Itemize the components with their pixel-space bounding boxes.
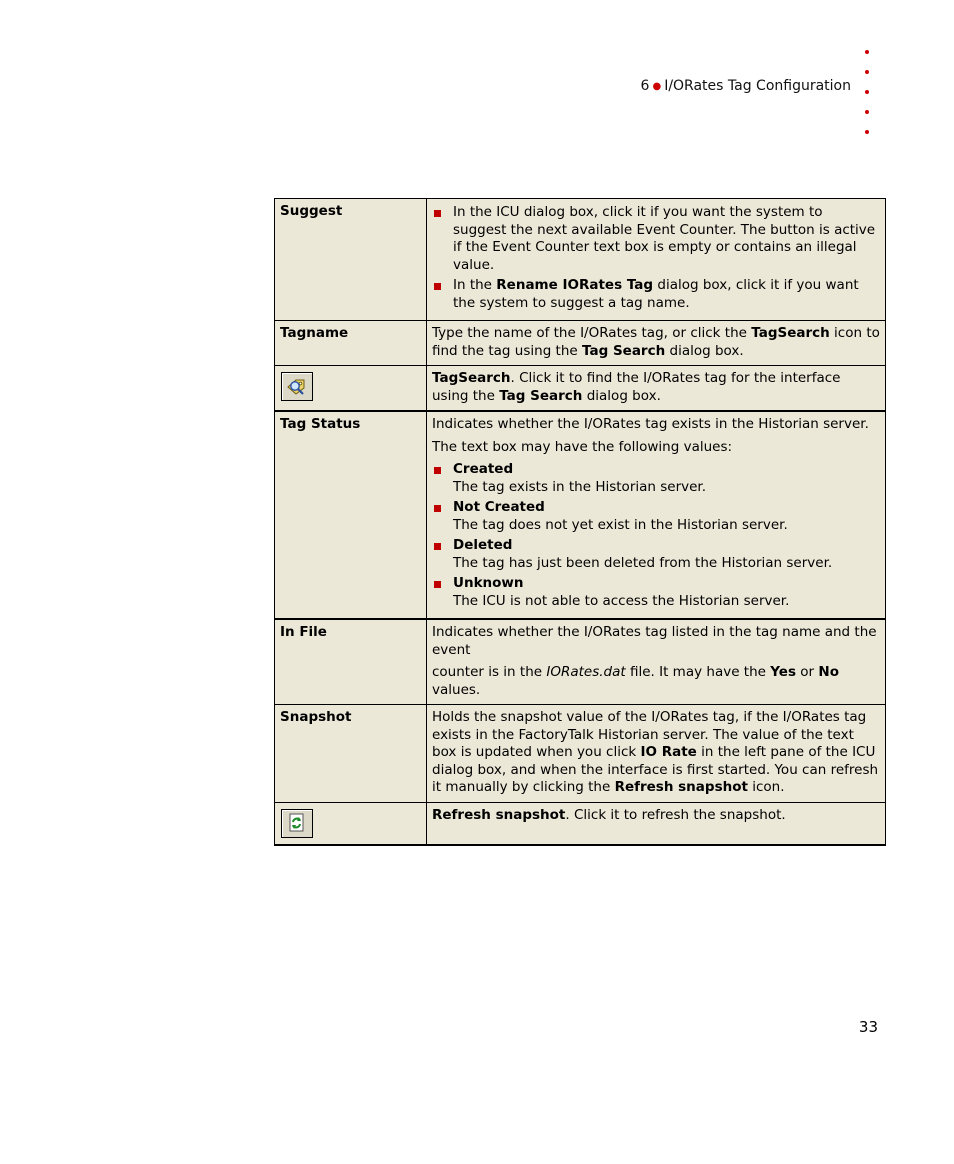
list-item: Unknown The ICU is not able to access the Historian server. xyxy=(432,575,880,610)
list-item: In the ICU dialog box, click it if you want the system to suggest the next available Event Counter. The button is active if the Event Counter text box is empty or contains an illegal value. xyxy=(432,204,880,274)
tag-search-icon xyxy=(281,372,313,401)
term-in-file: In File xyxy=(275,619,427,705)
list-item: Deleted The tag has just been deleted from the Historian server. xyxy=(432,537,880,572)
row-snapshot xyxy=(275,705,886,803)
term-tagname: Tagname xyxy=(275,321,427,366)
list-item: In the Rename IORates Tag dialog box, click it if you want the system to suggest a tag name. xyxy=(432,277,880,312)
running-header xyxy=(641,78,851,94)
dot-icon xyxy=(865,130,869,134)
row-tagname xyxy=(275,321,886,366)
page-number: 33 xyxy=(858,1018,878,1036)
decorative-dots xyxy=(865,50,873,150)
refresh-snapshot-icon xyxy=(281,809,313,838)
row-suggest xyxy=(275,199,886,321)
row-in-file xyxy=(275,619,886,705)
row-refresh-snapshot xyxy=(275,802,886,845)
list-item: Not Created The tag does not yet exist in the Historian server. xyxy=(432,499,880,534)
dot-icon xyxy=(865,70,869,74)
term-tag-status: Tag Status xyxy=(275,411,427,619)
term-suggest: Suggest xyxy=(275,199,427,321)
chapter-number: 6 xyxy=(640,78,650,94)
desc-snapshot: Holds the snapshot value of the I/ORates tag, if the I/ORates tag exists in the FactoryTalk Historian server. The value of the text box is updated when you click IO Rate in the left pane of the ICU dialog box, and when the interface is first started. You can refresh it manually by clicking the Refresh snapshot icon. xyxy=(427,705,886,803)
desc-suggest xyxy=(427,199,886,321)
desc-tagname: Type the name of the I/ORates tag, or click the TagSearch icon to find the tag using the Tag Search dialog box. xyxy=(427,321,886,366)
desc-tagsearch: TagSearch. Click it to find the I/ORates tag for the interface using the Tag Search dialog box. xyxy=(427,366,886,412)
row-tagsearch xyxy=(275,366,886,412)
chapter-title: I/ORates Tag Configuration xyxy=(664,78,851,94)
list-item: Created The tag exists in the Historian server. xyxy=(432,461,880,496)
term-tagsearch xyxy=(275,366,427,412)
dot-icon xyxy=(865,90,869,94)
row-tag-status xyxy=(275,411,886,619)
desc-refresh-snapshot: Refresh snapshot. Click it to refresh the snapshot. xyxy=(427,802,886,845)
desc-in-file: Indicates whether the I/ORates tag listed in the tag name and the event counter is in the IORates.dat file. It may have the Yes or No values. xyxy=(427,619,886,705)
dot-icon xyxy=(865,110,869,114)
field-description-table xyxy=(274,198,886,846)
desc-tag-status: Indicates whether the I/ORates tag exists in the Historian server. The text box may have the following values: Created The tag exists in the Historian server. Not Created The tag does not yet exist in the Historian server. Deleted The tag has just been deleted from the Historian server. Unknown The ICU is not able to access the Historian server. xyxy=(427,411,886,619)
term-snapshot: Snapshot xyxy=(275,705,427,803)
dot-icon xyxy=(865,50,869,54)
bullet-separator-icon: ● xyxy=(652,81,662,92)
status-values-list xyxy=(432,461,880,610)
term-refresh-snapshot xyxy=(275,802,427,845)
